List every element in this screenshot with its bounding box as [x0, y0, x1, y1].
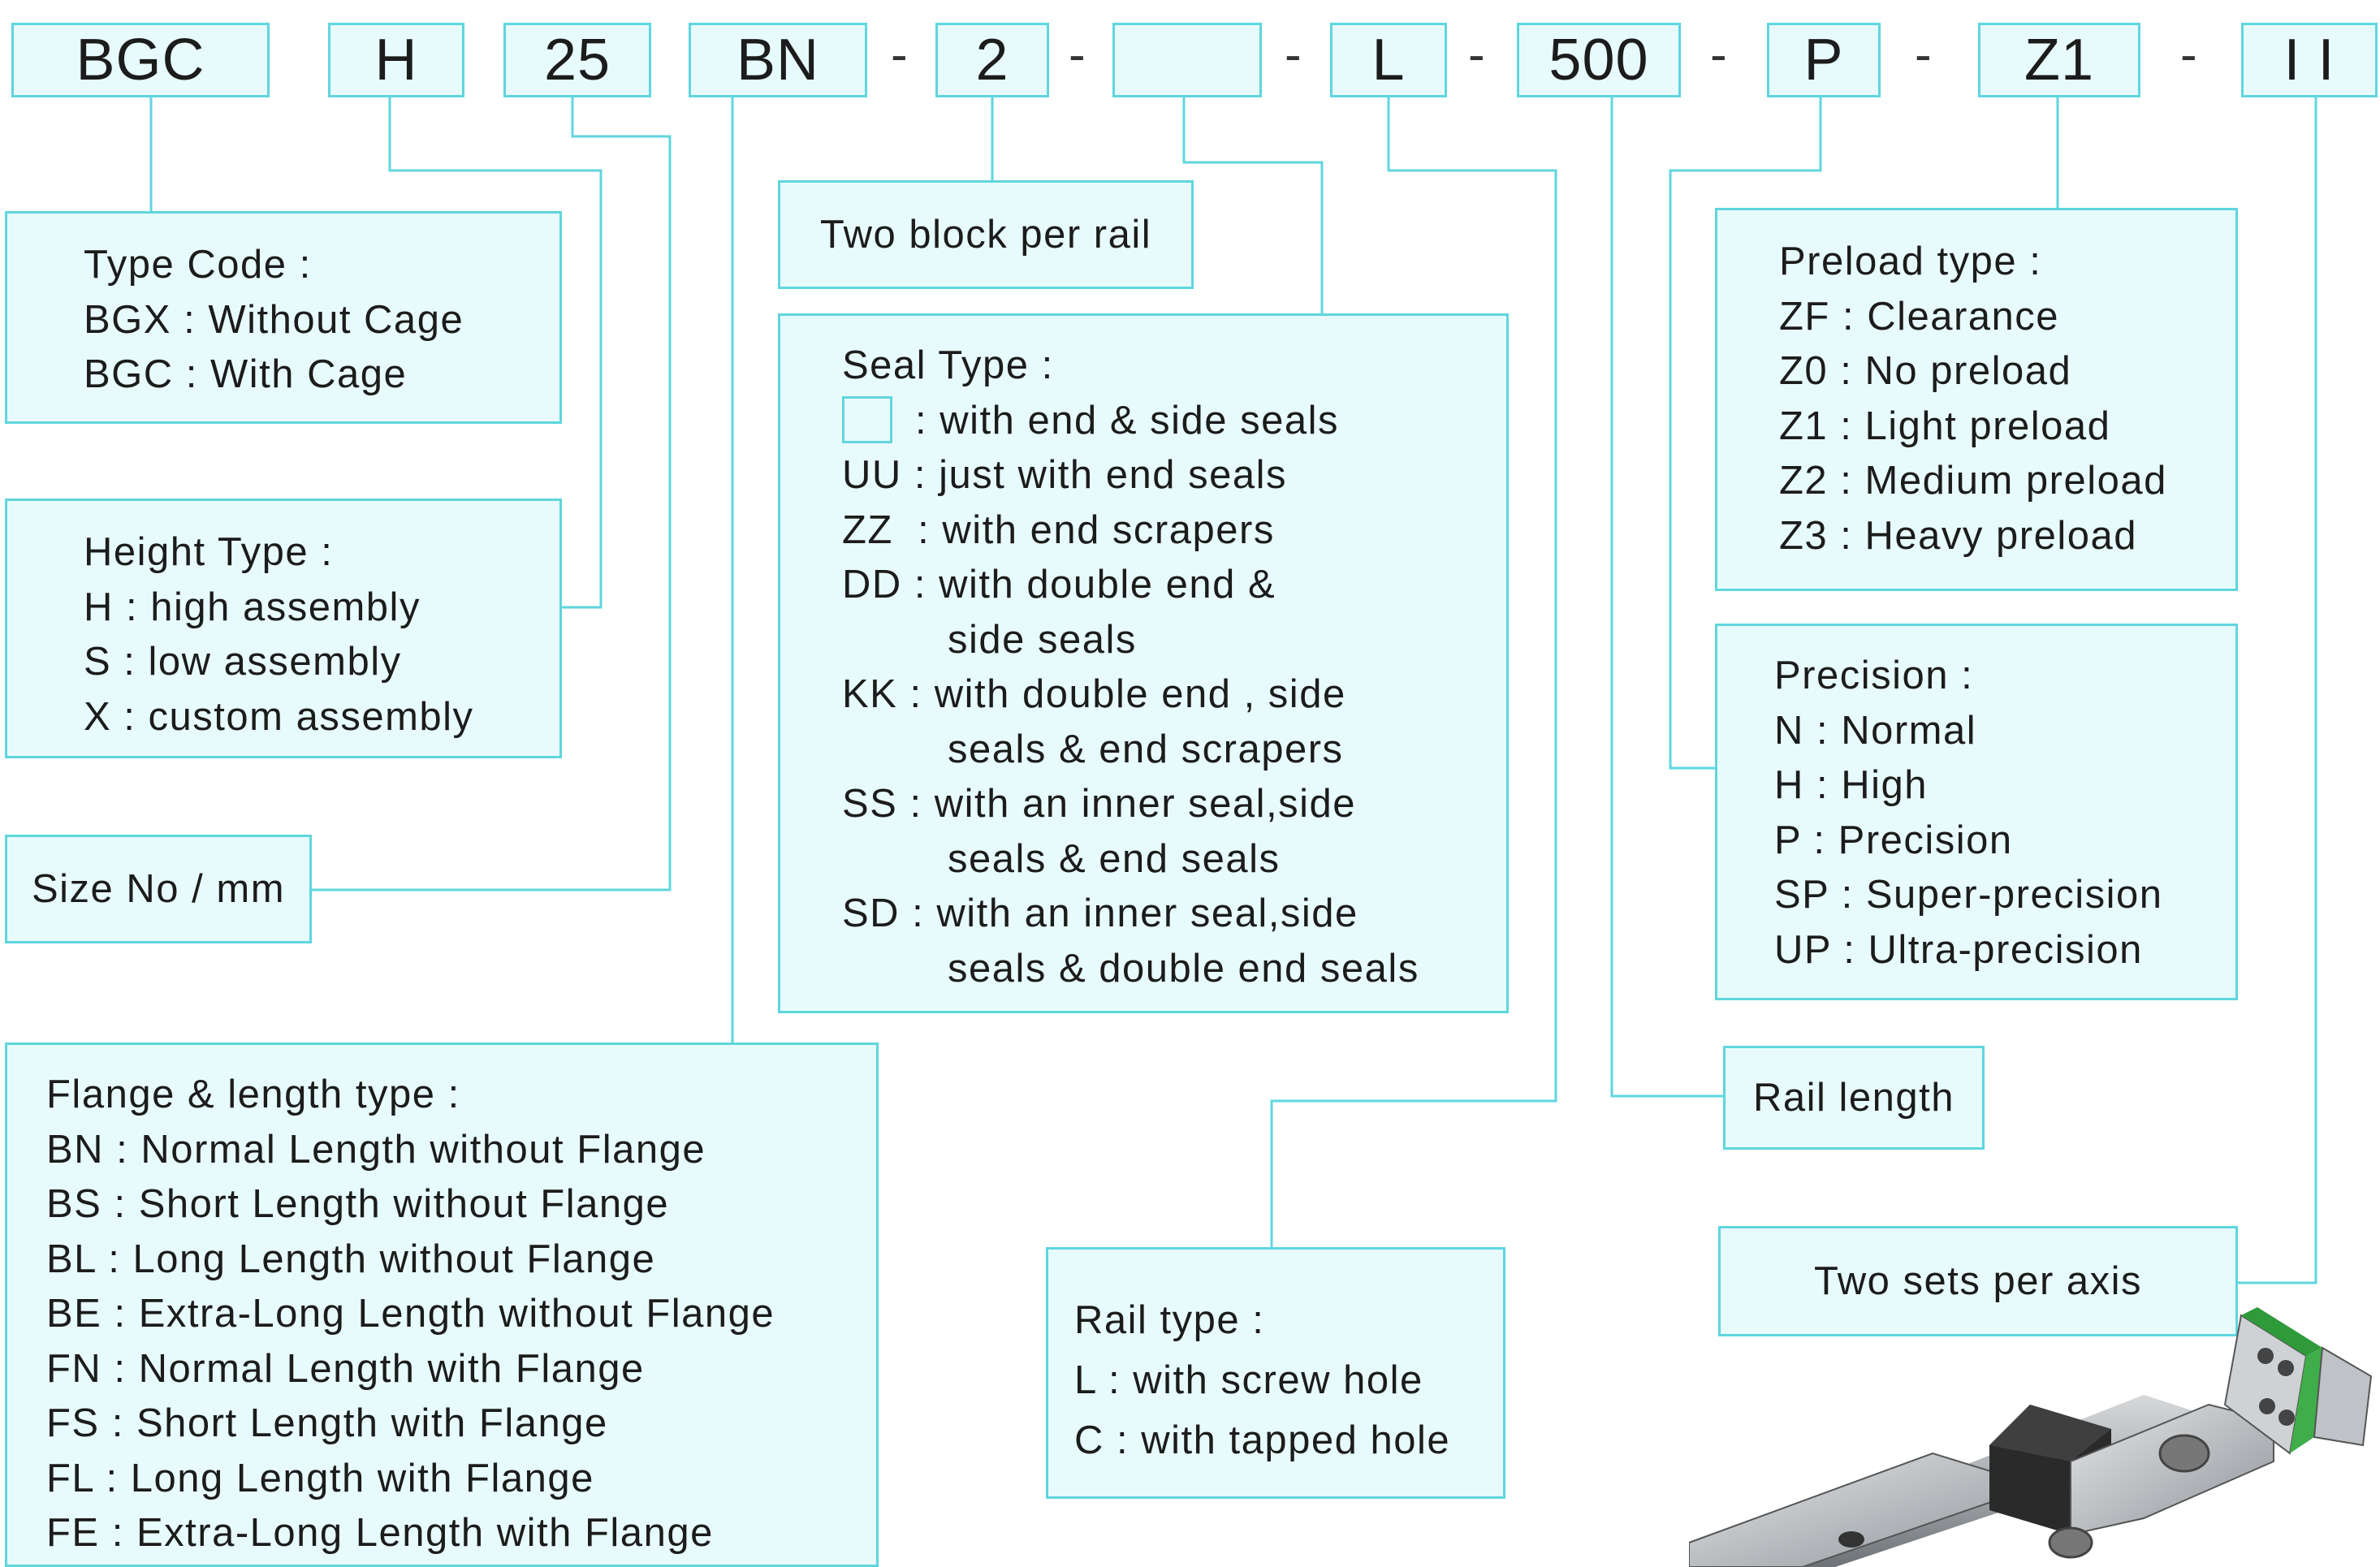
rail-type-item: C : with tapped hole [1074, 1418, 1451, 1462]
code-segment-sets: I I [2241, 23, 2378, 97]
code-separator: - [1069, 27, 1086, 83]
code-separator: - [891, 27, 908, 83]
code-separator: - [1285, 27, 1302, 83]
code-segment-size: 25 [503, 23, 651, 97]
seal-type-item: ZZ : with end scrapers [842, 507, 1275, 552]
height-type-item: H : high assembly [84, 585, 421, 629]
seal-type-blank-label: : with end & side seals [915, 398, 1340, 442]
seal-type-item-continued: seals & end scrapers [948, 727, 1344, 771]
size-panel [5, 835, 312, 943]
preload-type-title: Preload type : [1779, 240, 2042, 283]
connector-seal-type [1184, 97, 1322, 313]
code-segment-rail-type: L [1330, 23, 1447, 97]
height-type-item: S : low assembly [84, 640, 402, 684]
seal-type-item: UU : just with end seals [842, 453, 1287, 497]
blank-code-box [842, 396, 892, 443]
type-code-title: Type Code : [84, 243, 312, 287]
code-separator: - [2180, 27, 2197, 83]
precision-item: SP : Super-precision [1774, 873, 2163, 917]
flange-length-item: BE : Extra-Long Length without Flange [46, 1292, 775, 1336]
precision-item: H : High [1774, 763, 1929, 807]
height-type-title: Height Type : [84, 530, 334, 574]
flange-length-panel [5, 1043, 879, 1567]
precision-item: N : Normal [1774, 708, 1977, 753]
seal-type-item-continued: seals & end seals [948, 836, 1281, 881]
flange-length-item: FE : Extra-Long Length with Flange [46, 1511, 714, 1555]
precision-title: Precision : [1774, 654, 1974, 697]
flange-length-item: BN : Normal Length without Flange [46, 1127, 706, 1172]
type-code-panel [5, 211, 562, 424]
size-label: Size No / mm [31, 867, 286, 911]
flange-length-item: BS : Short Length without Flange [46, 1182, 670, 1226]
seal-type-item-continued: seals & double end seals [948, 946, 1419, 991]
type-code-item: BGC : With Cage [84, 352, 408, 396]
seal-type-title: Seal Type : [842, 343, 1054, 387]
code-segment-rail-length: 500 [1517, 23, 1681, 97]
rail-type-title: Rail type : [1074, 1298, 1265, 1342]
seal-type-item-continued: side seals [948, 617, 1137, 662]
height-type-item: X : custom assembly [84, 694, 474, 739]
sets-per-axis-label: Two sets per axis [1813, 1259, 2143, 1303]
flange-length-item: FL : Long Length with Flange [46, 1456, 594, 1500]
connector-sets-per-axis [2238, 97, 2316, 1283]
type-code-item: BGX : Without Cage [84, 297, 464, 342]
code-segment-type: BGC [11, 23, 270, 97]
preload-type-item: Z1 : Light preload [1779, 404, 2111, 448]
code-segment-preload: Z1 [1978, 23, 2140, 97]
blocks-per-rail-label: Two block per rail [819, 213, 1152, 257]
flange-length-item: FN : Normal Length with Flange [46, 1346, 645, 1391]
seal-type-item: SS : with an inner seal,side [842, 782, 1357, 826]
preload-type-panel [1715, 208, 2238, 591]
rail-type-panel [1046, 1247, 1505, 1499]
precision-item: P : Precision [1774, 818, 2013, 862]
seal-type-item [842, 394, 1506, 449]
code-separator: - [1710, 27, 1727, 83]
seal-type-item: DD : with double end & [842, 563, 1276, 607]
flange-length-item: FS : Short Length with Flange [46, 1401, 608, 1445]
rail-length-panel [1723, 1046, 1985, 1150]
height-type-panel [5, 499, 562, 758]
blocks-per-rail-panel [778, 180, 1194, 289]
rail-type-item: L : with screw hole [1074, 1358, 1423, 1402]
seal-type-item: SD : with an inner seal,side [842, 891, 1358, 935]
rail-length-label: Rail length [1752, 1076, 1955, 1120]
connector-rail-length [1612, 97, 1723, 1096]
seal-type-panel [778, 313, 1509, 1013]
seal-type-item: KK : with double end , side [842, 672, 1346, 716]
linear-guide-image [1689, 1299, 2380, 1567]
precision-panel [1715, 624, 2238, 1000]
code-segment-seal [1112, 23, 1262, 97]
flange-length-item: BL : Long Length without Flange [46, 1237, 656, 1281]
code-segment-precision: P [1767, 23, 1881, 97]
preload-type-item: Z0 : No preload [1779, 349, 2072, 393]
code-separator: - [1468, 27, 1485, 83]
preload-type-item: Z2 : Medium preload [1779, 459, 2167, 503]
preload-type-item: Z3 : Heavy preload [1779, 513, 2137, 558]
code-segment-height: H [328, 23, 464, 97]
flange-length-title: Flange & length type : [46, 1073, 460, 1116]
code-separator: - [1915, 27, 1932, 83]
code-segment-flange-length: BN [689, 23, 867, 97]
precision-item: UP : Ultra-precision [1774, 927, 2143, 972]
preload-type-item: ZF : Clearance [1779, 294, 2060, 339]
code-segment-blocks: 2 [935, 23, 1049, 97]
